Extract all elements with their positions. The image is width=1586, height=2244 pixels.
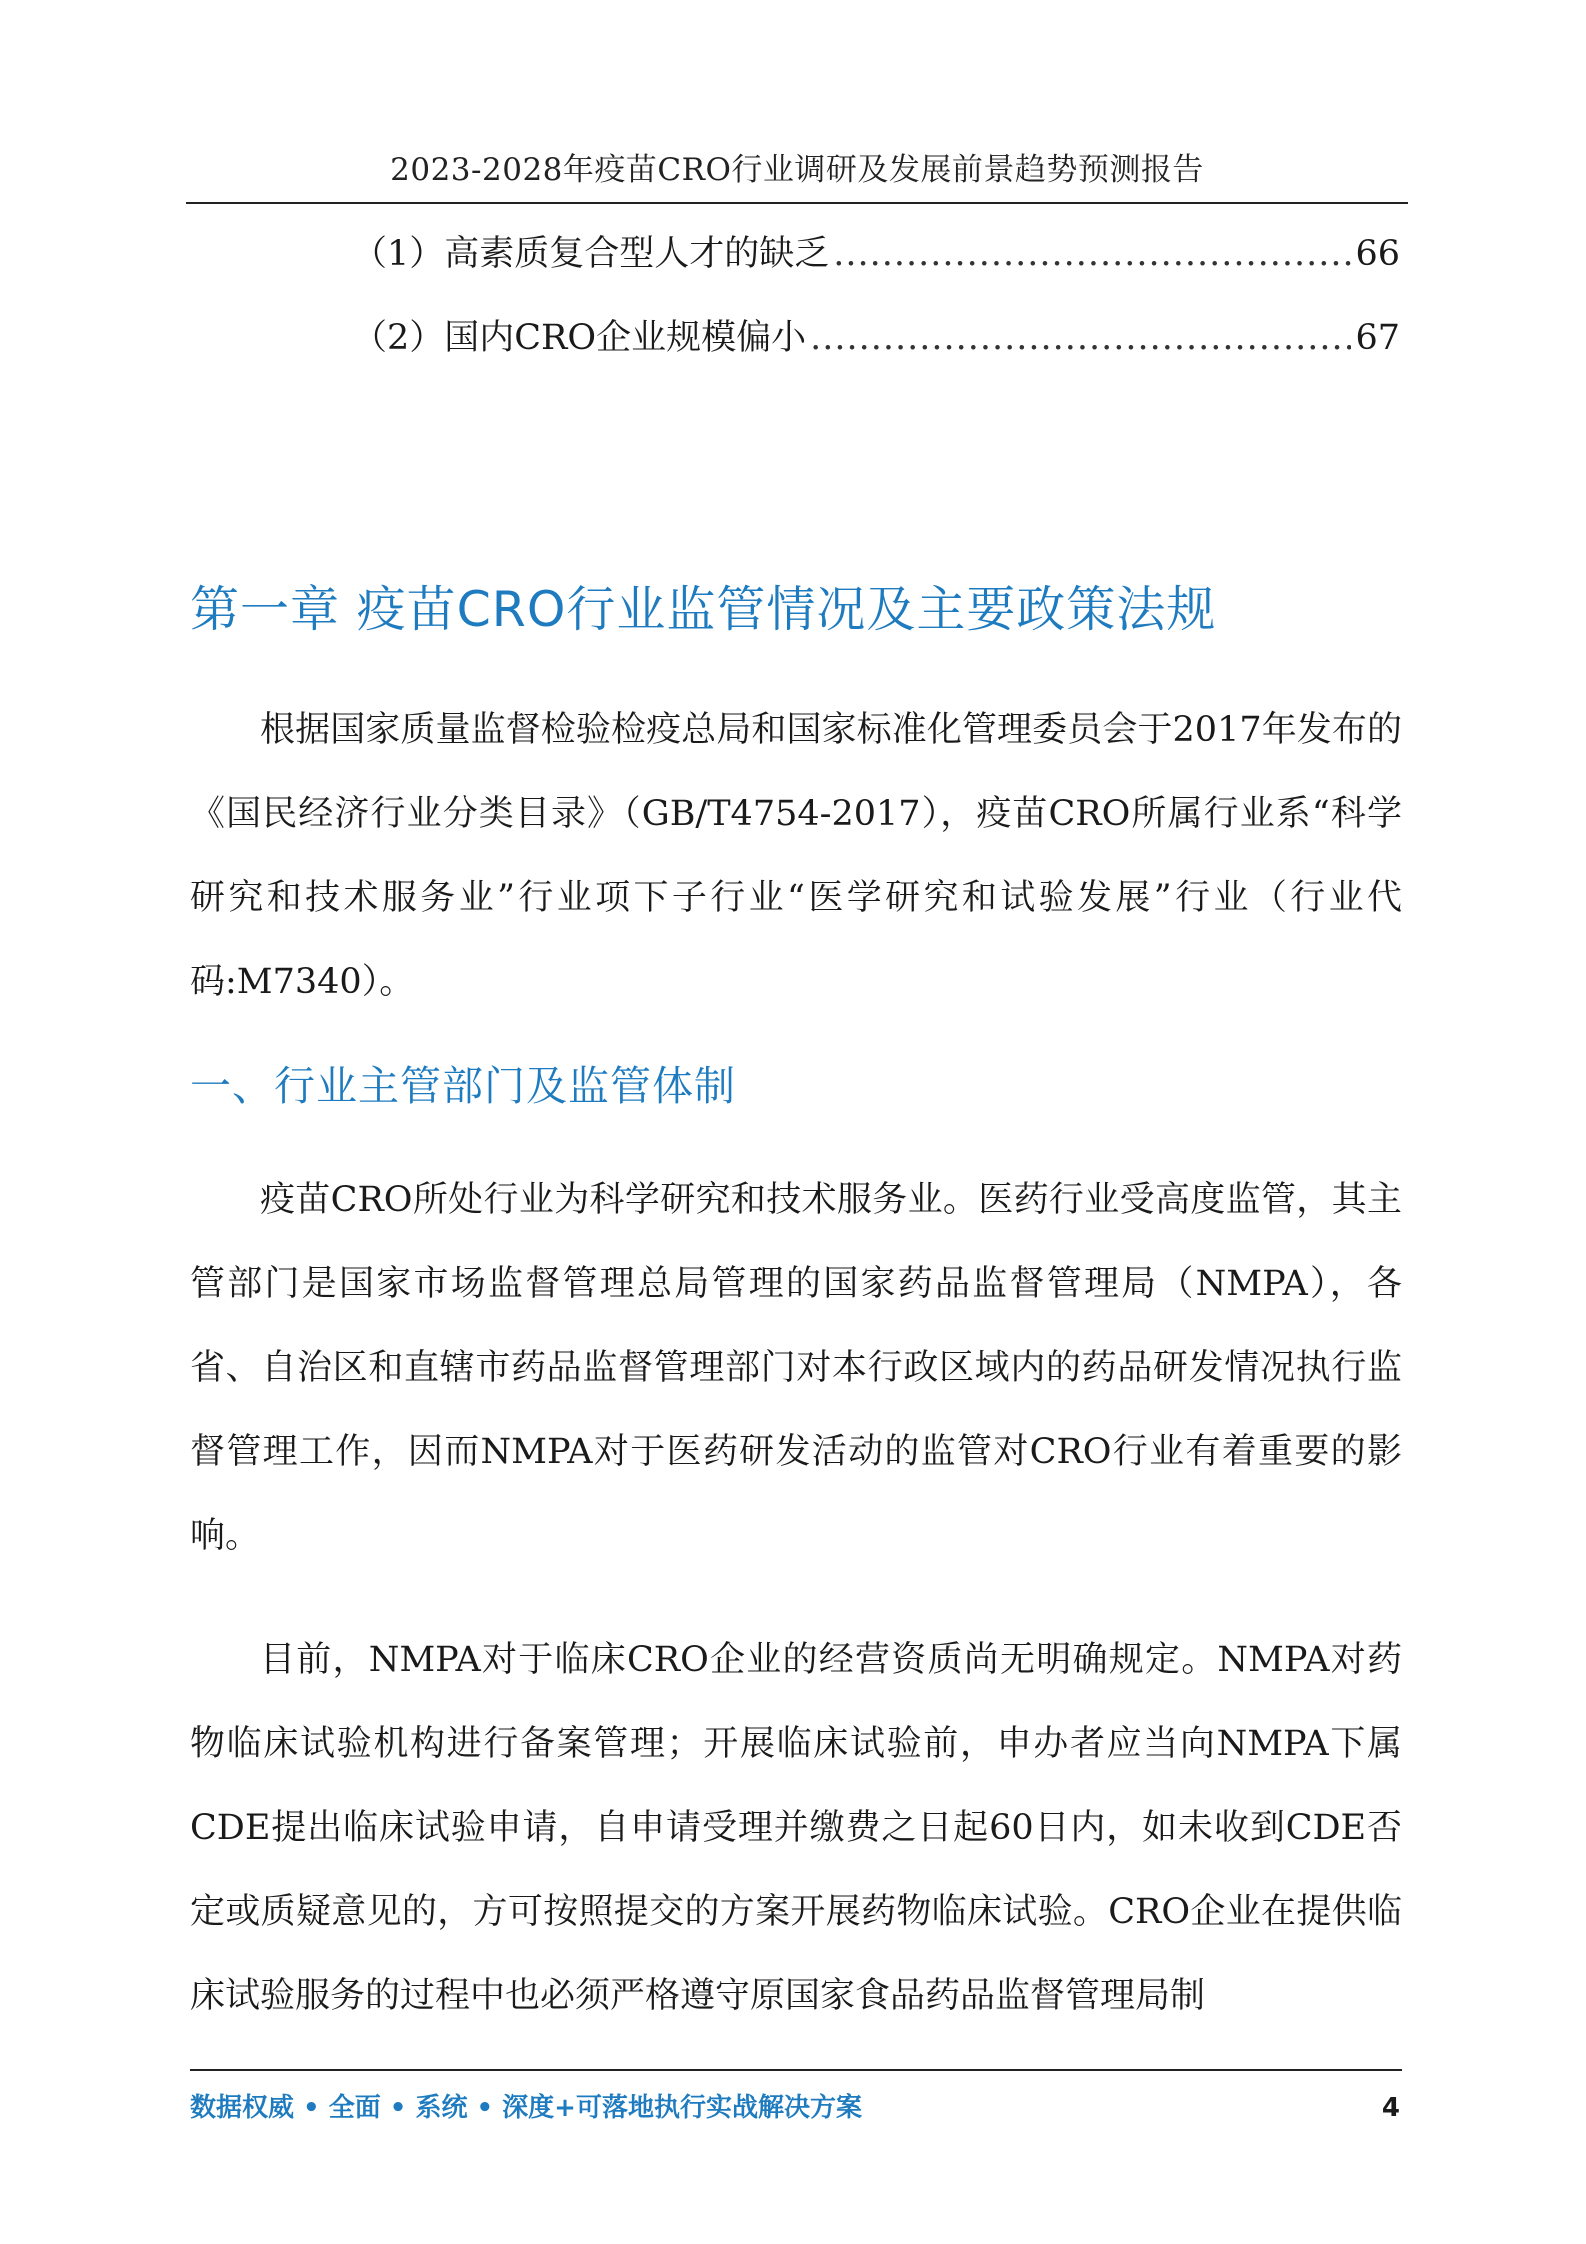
footer-slogan: 数据权威 • 全面 • 系统 • 深度+可落地执行实战解决方案 [190, 2093, 862, 2123]
header-divider [186, 202, 1408, 204]
toc-entry-label: （1）高素质复合型人才的缺乏 [352, 234, 830, 274]
toc-leader-dots [810, 310, 1351, 366]
body-paragraph: 目前，NMPA对于临床CRO企业的经营资质尚无明确规定。NMPA对药物临床试验机构进行备案管理；开展临床试验前，申办者应当向NMPA下属CDE提出临床试验申请，自申请受理并缴费之日起60日内，如未收到CDE否定或质疑意见的，方可按照提交的方案开展药物临床试验。CRO企业在提供临床试验服务的过程中也必须严格遵守原国家食品药品监督管理局制 [190, 1640, 1402, 2016]
toc-entry[interactable] [352, 310, 1400, 366]
page-number: 4 [1381, 2093, 1400, 2123]
toc-entry-page: 67 [1355, 318, 1400, 358]
toc-entry-page: 66 [1355, 234, 1400, 274]
chapter-title: 第一章 疫苗CRO行业监管情况及主要政策法规 [190, 581, 1217, 638]
page-header-title: 2023-2028年疫苗CRO行业调研及发展前景趋势预测报告 [390, 152, 1204, 188]
chapter-intro-paragraph: 根据国家质量监督检验检疫总局和国家标准化管理委员会于2017年发布的《国民经济行业分类目录》（GB/T4754-2017），疫苗CRO所属行业系“科学研究和技术服务业”行业项下子行业“医学研究和试验发展”行业（行业代码:M7340）。 [190, 710, 1402, 1002]
toc-entry[interactable] [352, 226, 1400, 282]
section-title: 一、行业主管部门及监管体制 [190, 1062, 736, 1110]
body-paragraph: 疫苗CRO所处行业为科学研究和技术服务业。医药行业受高度监管，其主管部门是国家市场监督管理总局管理的国家药品监督管理局（NMPA），各省、自治区和直辖市药品监督管理部门对本行政区域内的药品研发情况执行监督管理工作，因而NMPA对于医药研发活动的监管对CRO行业有着重要的影响。 [190, 1180, 1402, 1556]
footer-divider [190, 2069, 1402, 2071]
toc-entry-label: （2）国内CRO企业规模偏小 [352, 318, 807, 358]
toc-leader-dots [833, 226, 1351, 282]
